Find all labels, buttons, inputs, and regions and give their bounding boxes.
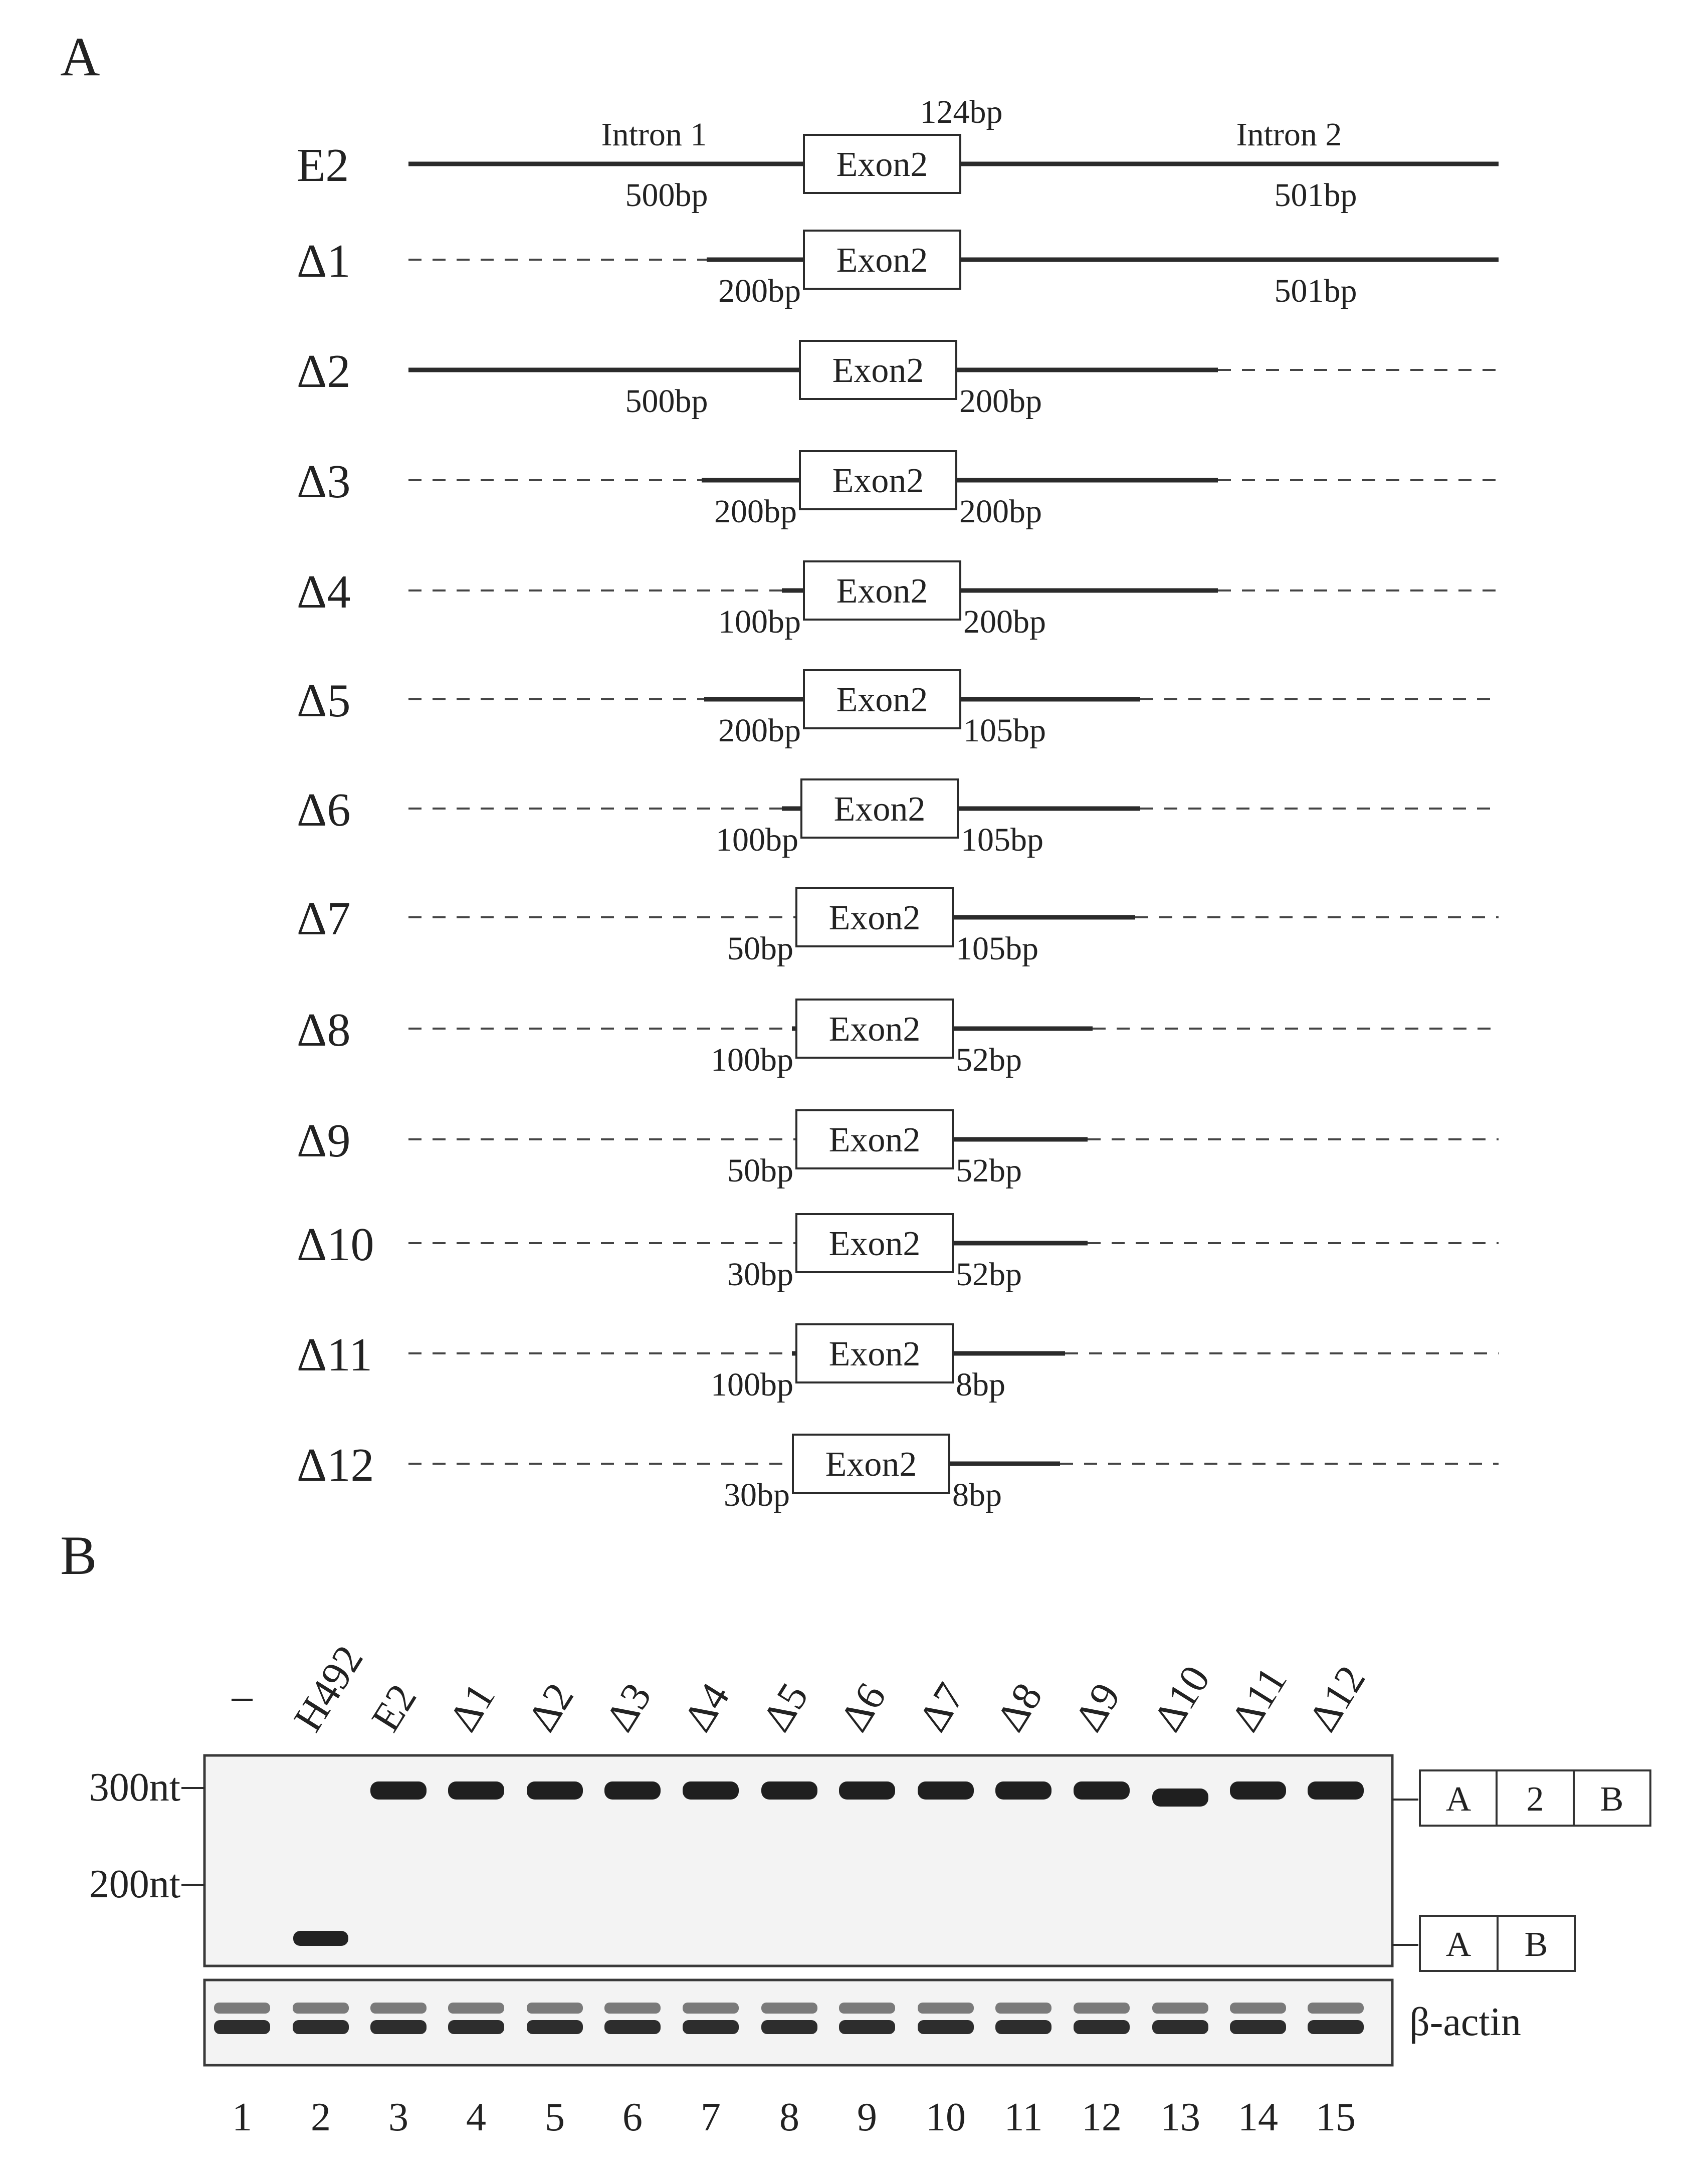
construct-row-delta11 (297, 1324, 1499, 1403)
legend-skipped-exon-a: A (1445, 1925, 1471, 1964)
construct-row-delta2 (297, 341, 1499, 420)
lane-number-2: 2 (311, 2095, 331, 2139)
exon2-label: Exon2 (828, 1335, 921, 1373)
lane-label-10: Δ7 (910, 1675, 973, 1739)
actin-band-upper (995, 2003, 1051, 2014)
lane-number-13: 13 (1160, 2095, 1200, 2139)
actin-band-lower (683, 2020, 739, 2034)
panel-b-letter: B (60, 1525, 97, 1586)
lane-label-2: H492 (285, 1637, 372, 1739)
intron1-length-label: 200bp (714, 493, 797, 530)
construct-row-delta7 (297, 888, 1499, 967)
marker-300nt-label: 300nt (89, 1765, 180, 1810)
lane-label-4: Δ1 (440, 1675, 504, 1739)
actin-band-lower (1074, 2020, 1130, 2034)
intron2-length-label: 501bp (1274, 273, 1357, 309)
construct-row-delta1 (297, 231, 1499, 309)
intron1-length-label: 500bp (625, 383, 708, 420)
actin-band-lower (448, 2020, 504, 2034)
lane-label-8: Δ5 (753, 1675, 817, 1739)
construct-name: Δ8 (297, 1004, 351, 1056)
lane-label-3: E2 (362, 1676, 426, 1739)
exon2-label: Exon2 (832, 462, 924, 500)
intron1-length-label: 30bp (724, 1477, 790, 1513)
intron2-length-label: 105bp (961, 822, 1043, 858)
lane-number-1: 1 (232, 2095, 252, 2139)
actin-band-upper (293, 2003, 349, 2014)
lane-number-4: 4 (466, 2095, 486, 2139)
actin-band-upper (1308, 2003, 1364, 2014)
included-product-band (604, 1781, 661, 1800)
actin-band-lower (761, 2020, 817, 2034)
legend-included-exon-2: 2 (1526, 1780, 1544, 1819)
exon2-label: Exon2 (836, 145, 928, 184)
actin-band-upper (604, 2003, 661, 2014)
exon2-label: Exon2 (828, 1010, 921, 1049)
included-product-band (683, 1781, 739, 1800)
lane-number-8: 8 (779, 2095, 799, 2139)
included-product-band (1308, 1781, 1364, 1800)
lane-label-14: Δ11 (1222, 1659, 1296, 1739)
lane-number-10: 10 (926, 2095, 966, 2139)
lane-number-11: 11 (1004, 2095, 1043, 2139)
exon2-label: Exon2 (836, 572, 928, 611)
lane-label-13: Δ10 (1144, 1658, 1219, 1739)
construct-row-delta6 (297, 779, 1499, 858)
construct-rows (297, 135, 1499, 1513)
intron2-length-label: 52bp (956, 1152, 1022, 1189)
lane-label-1: – (232, 1673, 253, 1718)
skipped-product-band (293, 1931, 348, 1946)
actin-band-upper (527, 2003, 583, 2014)
intron1-label: Intron 1 (601, 116, 707, 153)
exon2-label: Exon2 (833, 790, 926, 829)
construct-row-delta8 (297, 1000, 1499, 1078)
construct-name: Δ4 (297, 566, 351, 618)
actin-band-upper (839, 2003, 895, 2014)
actin-band-upper (214, 2003, 270, 2014)
lane-label-6: Δ3 (596, 1675, 660, 1739)
intron1-length-label: 500bp (625, 177, 708, 214)
intron1-length-label: 100bp (716, 822, 798, 858)
intron1-length-label: 30bp (727, 1256, 793, 1293)
actin-band-upper (370, 2003, 427, 2014)
lane-number-9: 9 (857, 2095, 877, 2139)
actin-band-lower (1152, 2020, 1208, 2034)
included-product-band (918, 1781, 974, 1800)
actin-band-lower (995, 2020, 1051, 2034)
construct-name: E2 (297, 139, 349, 191)
intron2-length-label: 8bp (952, 1477, 1002, 1513)
intron1-length-label: 100bp (711, 1042, 793, 1078)
actin-band-upper (1074, 2003, 1130, 2014)
lane-labels (232, 1638, 1374, 1739)
actin-band-lower (604, 2020, 661, 2034)
included-product-band (995, 1781, 1051, 1800)
exon2-label: Exon2 (825, 1445, 917, 1484)
lane-number-6: 6 (622, 2095, 643, 2139)
construct-name: Δ10 (297, 1219, 374, 1271)
included-product-band (527, 1781, 583, 1800)
actin-band-lower (370, 2020, 427, 2034)
intron2-length-label: 52bp (956, 1256, 1022, 1293)
intron2-length-label: 105bp (956, 930, 1038, 967)
legend-included-exon-a: A (1445, 1780, 1471, 1819)
included-product-band (839, 1781, 895, 1800)
actin-label: β-actin (1409, 2000, 1521, 2044)
legend-included-exon-b: B (1600, 1780, 1624, 1819)
exon2-label: Exon2 (836, 681, 928, 719)
intron1-length-label: 200bp (718, 273, 801, 309)
intron2-length-label: 52bp (956, 1042, 1022, 1078)
actin-band-lower (214, 2020, 270, 2034)
construct-name: Δ3 (297, 456, 351, 508)
intron2-length-label: 8bp (956, 1366, 1005, 1403)
lane-number-7: 7 (701, 2095, 721, 2139)
exon2-label: Exon2 (828, 1121, 921, 1159)
intron1-length-label: 50bp (727, 1152, 793, 1189)
legend-included-product (1420, 1770, 1650, 1826)
lane-number-3: 3 (388, 2095, 408, 2139)
intron1-length-label: 200bp (718, 712, 801, 749)
construct-name: Δ6 (297, 784, 351, 836)
actin-band-upper (918, 2003, 974, 2014)
construct-row-delta4 (297, 561, 1499, 640)
lane-label-11: Δ8 (987, 1675, 1051, 1739)
marker-200nt-label: 200nt (89, 1862, 180, 1906)
exon2-label: Exon2 (832, 351, 924, 390)
lane-number-14: 14 (1238, 2095, 1278, 2139)
intron1-length-label: 50bp (727, 930, 793, 967)
actin-band-lower (293, 2020, 349, 2034)
lane-label-5: Δ2 (519, 1675, 582, 1739)
intron2-length-label: 200bp (959, 383, 1042, 420)
construct-name: Δ11 (297, 1329, 372, 1381)
actin-band-upper (1152, 2003, 1208, 2014)
included-product-band (448, 1781, 504, 1800)
construct-name: Δ12 (297, 1439, 374, 1491)
actin-band-upper (761, 2003, 817, 2014)
legend-skipped-exon-b: B (1524, 1925, 1548, 1964)
included-product-band (370, 1781, 427, 1800)
lane-label-9: Δ6 (831, 1675, 895, 1739)
construct-name: Δ2 (297, 345, 351, 398)
lane-label-15: Δ12 (1300, 1658, 1374, 1739)
construct-row-delta12 (297, 1435, 1499, 1513)
panel-a-letter: A (60, 26, 100, 87)
included-product-band (761, 1781, 817, 1800)
intron2-label: Intron 2 (1236, 116, 1342, 153)
actin-band-lower (918, 2020, 974, 2034)
lane-number-15: 15 (1316, 2095, 1356, 2139)
intron2-length-label: 200bp (959, 493, 1042, 530)
construct-row-delta5 (297, 670, 1499, 749)
construct-name: Δ7 (297, 893, 351, 945)
intron2-length-label: 501bp (1274, 177, 1357, 214)
actin-band-lower (1308, 2020, 1364, 2034)
intron1-length-label: 100bp (711, 1366, 793, 1403)
actin-band-upper (448, 2003, 504, 2014)
intron2-length-label: 200bp (963, 604, 1046, 640)
exon2-label: Exon2 (828, 899, 921, 937)
construct-row-delta3 (297, 451, 1499, 530)
actin-band-upper (1230, 2003, 1286, 2014)
exon2-label: Exon2 (828, 1225, 921, 1263)
included-product-band (1152, 1789, 1208, 1807)
actin-band-upper (683, 2003, 739, 2014)
actin-band-lower (839, 2020, 895, 2034)
intron2-length-label: 105bp (963, 712, 1046, 749)
construct-row-delta10 (297, 1214, 1499, 1293)
construct-name: Δ5 (297, 675, 351, 727)
lane-number-12: 12 (1082, 2095, 1122, 2139)
lane-label-12: Δ9 (1066, 1675, 1129, 1739)
construct-name: Δ9 (297, 1115, 351, 1167)
exon-size-label: 124bp (920, 94, 1003, 130)
lane-label-7: Δ4 (675, 1675, 738, 1739)
lane-numbers (232, 2095, 1356, 2139)
actin-band-lower (1230, 2020, 1286, 2034)
construct-name: Δ1 (297, 235, 351, 287)
actin-band-lower (527, 2020, 583, 2034)
lane-number-5: 5 (545, 2095, 565, 2139)
exon2-label: Exon2 (836, 241, 928, 280)
included-product-band (1230, 1781, 1286, 1800)
legend-skipped-product (1420, 1916, 1575, 1971)
intron1-length-label: 100bp (718, 604, 801, 640)
construct-row-delta9 (297, 1110, 1499, 1189)
included-product-band (1074, 1781, 1130, 1800)
